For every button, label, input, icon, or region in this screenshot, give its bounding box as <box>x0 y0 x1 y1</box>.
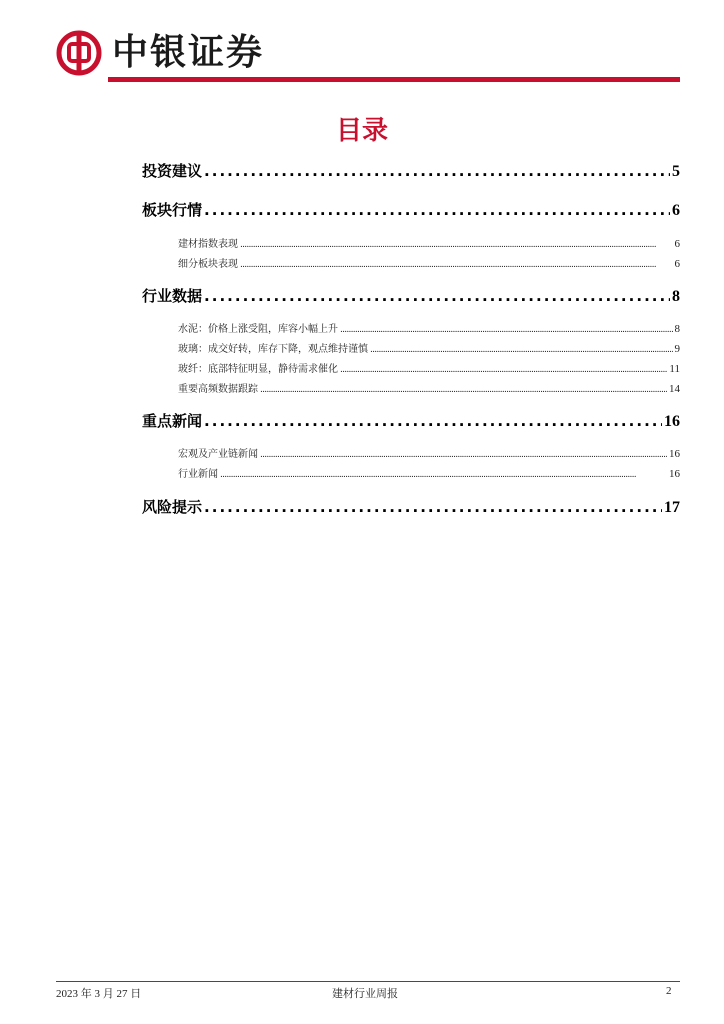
toc-entry-label: 水泥：价格上涨受阻，库容小幅上升 <box>178 324 338 335</box>
toc-subsection-entry[interactable] <box>178 255 680 270</box>
toc-entry-page: 14 <box>669 383 680 395</box>
toc-leader-dots <box>204 412 662 430</box>
toc-entry-page: 16 <box>669 468 680 480</box>
toc-section-entry[interactable] <box>142 199 680 220</box>
toc-entry-page: 8 <box>672 288 680 305</box>
toc-entry-page: 6 <box>672 202 680 219</box>
toc-entry-label: 行业数据 <box>142 287 203 305</box>
toc-entry-label: 建材指数表现 <box>178 239 238 250</box>
toc-entry-page: 5 <box>672 163 680 180</box>
toc-section-entry[interactable] <box>142 496 680 517</box>
toc-leader-dots <box>204 201 670 219</box>
footer-report-name: 建材行业周报 <box>332 988 398 1000</box>
brand-name: 中银证券 <box>112 32 265 73</box>
toc-entry-label: 行业新闻 <box>178 469 218 480</box>
toc-leader-dots <box>204 498 662 516</box>
toc-entry-label: 细分板块表现 <box>178 259 238 270</box>
footer-divider <box>56 981 680 982</box>
toc-section-entry[interactable] <box>142 285 680 306</box>
toc-entry-page: 11 <box>669 363 680 375</box>
toc-entry-page: 16 <box>669 448 680 460</box>
toc-entry-label: 玻璃：成交好转，库存下降，观点维持谨慎 <box>178 344 368 355</box>
toc-entry-page: 6 <box>674 258 680 270</box>
toc-entry-label: 板块行情 <box>142 201 203 219</box>
footer-page-number: 2 <box>666 985 672 997</box>
toc-leader-dots <box>340 365 667 375</box>
toc-entry-label: 风险提示 <box>142 498 203 516</box>
toc-section-entry[interactable] <box>142 410 680 431</box>
toc-subsection-entry[interactable] <box>178 320 680 335</box>
toc-leader-dots <box>340 325 673 335</box>
toc-leader-dots <box>260 385 667 395</box>
toc-leader-dots <box>240 240 673 250</box>
toc-leader-dots <box>220 470 667 480</box>
toc-subsection-entry[interactable] <box>178 360 680 375</box>
toc-section-entry[interactable] <box>142 160 680 181</box>
toc-subsection-entry[interactable] <box>178 340 680 355</box>
toc-entry-label: 玻纤：底部特征明显，静待需求催化 <box>178 364 338 375</box>
toc-subsection-entry[interactable] <box>178 380 680 395</box>
toc-leader-dots <box>240 260 673 270</box>
toc-subsection-entry[interactable] <box>178 445 680 460</box>
toc-leader-dots <box>370 345 673 355</box>
toc-entry-page: 17 <box>664 499 680 516</box>
toc-entry-label: 重点新闻 <box>142 412 203 430</box>
toc-entry-label: 重要高频数据跟踪 <box>178 384 258 395</box>
bank-of-china-logo-icon <box>56 30 102 76</box>
toc-entry-page: 8 <box>674 323 680 335</box>
toc-subsection-entry[interactable] <box>178 235 680 250</box>
toc-entry-page: 9 <box>674 343 680 355</box>
footer-date: 2023 年 3 月 27 日 <box>56 988 142 1000</box>
header-divider <box>108 77 680 82</box>
toc-leader-dots <box>260 450 667 460</box>
toc-entry-label: 宏观及产业链新闻 <box>178 449 258 460</box>
toc-subsection-entry[interactable] <box>178 465 680 480</box>
toc-leader-dots <box>204 287 670 305</box>
toc-leader-dots <box>204 162 670 180</box>
page-header <box>56 28 686 74</box>
toc-entry-page: 16 <box>664 413 680 430</box>
toc-title: 目录 <box>335 116 388 146</box>
toc-entry-page: 6 <box>674 238 680 250</box>
toc-entry-label: 投资建议 <box>142 162 203 180</box>
